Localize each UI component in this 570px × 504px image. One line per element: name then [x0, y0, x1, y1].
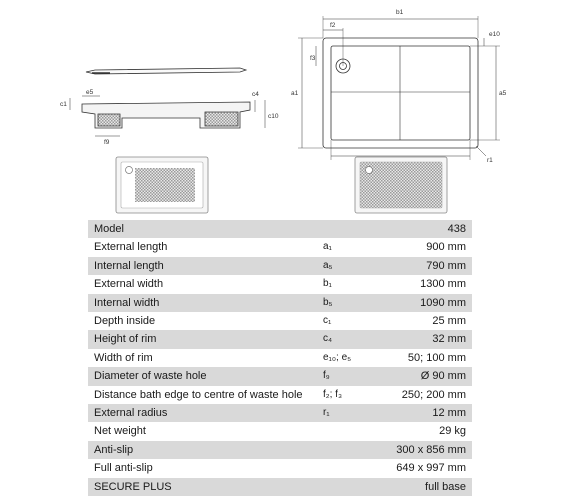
spec-value: 649 x 997 mm: [385, 459, 472, 477]
spec-value: 790 mm: [385, 257, 472, 275]
spec-row: [88, 330, 472, 348]
spec-value: 12 mm: [385, 404, 472, 422]
label-e10: e10: [489, 31, 500, 38]
spec-row: [88, 367, 472, 385]
spec-value: 32 mm: [385, 330, 472, 348]
spec-label: Model: [88, 220, 323, 238]
spec-symbol: f₉: [323, 367, 385, 385]
spec-symbol: c₄: [323, 330, 385, 348]
spec-symbol: r₁: [323, 404, 385, 422]
spec-row: [88, 349, 472, 367]
spec-label: External width: [88, 275, 323, 293]
technical-drawings: [0, 0, 570, 220]
spec-row: [88, 478, 472, 496]
spec-symbol: [323, 478, 385, 496]
specification-table: [88, 220, 472, 496]
spec-value: 50; 100 mm: [385, 349, 472, 367]
spec-label: Net weight: [88, 422, 323, 440]
spec-value: 250; 200 mm: [385, 386, 472, 404]
spec-value: full base: [385, 478, 472, 496]
label-f2: f2: [330, 22, 336, 29]
spec-symbol: b₁: [323, 275, 385, 293]
spec-label: Depth inside: [88, 312, 323, 330]
side-profile-drawing: [86, 68, 246, 74]
spec-row: [88, 220, 472, 238]
spec-value: 900 mm: [385, 238, 472, 256]
label-f3: f3: [310, 55, 316, 62]
anti-slip-thumbnail: [116, 157, 208, 213]
spec-value: 438: [385, 220, 472, 238]
label-e5: e5: [86, 89, 94, 96]
spec-symbol: e₁₀; e₅: [323, 349, 385, 367]
spec-row: [88, 294, 472, 312]
spec-symbol: a₅: [323, 257, 385, 275]
label-r1: r1: [487, 157, 493, 164]
spec-symbol: a₁: [323, 238, 385, 256]
spec-row: [88, 238, 472, 256]
spec-symbol: [323, 422, 385, 440]
spec-symbol: [323, 441, 385, 459]
spec-row: [88, 257, 472, 275]
spec-row: [88, 441, 472, 459]
label-f9: f9: [104, 139, 110, 146]
label-c1: c1: [60, 101, 67, 108]
spec-label: External length: [88, 238, 323, 256]
spec-row: [88, 404, 472, 422]
spec-symbol: c₁: [323, 312, 385, 330]
spec-label: Internal width: [88, 294, 323, 312]
spec-value: Ø 90 mm: [385, 367, 472, 385]
section-view-drawing: [70, 96, 265, 136]
spec-row: [88, 422, 472, 440]
spec-row: [88, 459, 472, 477]
label-a5: a5: [499, 90, 507, 97]
spec-row: [88, 386, 472, 404]
spec-row: [88, 312, 472, 330]
label-a1: a1: [291, 90, 299, 97]
spec-value: 300 x 856 mm: [385, 441, 472, 459]
spec-label: Internal length: [88, 257, 323, 275]
spec-symbol: f₂; f₃: [323, 386, 385, 404]
spec-symbol: [323, 459, 385, 477]
spec-value: 29 kg: [385, 422, 472, 440]
label-b1: b1: [396, 9, 404, 16]
spec-label: SECURE PLUS: [88, 478, 323, 496]
spec-row: [88, 275, 472, 293]
spec-label: Full anti-slip: [88, 459, 323, 477]
spec-label: Width of rim: [88, 349, 323, 367]
spec-label: Distance bath edge to centre of waste hole: [88, 386, 323, 404]
spec-value: 1090 mm: [385, 294, 472, 312]
spec-label: Diameter of waste hole: [88, 367, 323, 385]
top-view-drawing: [298, 16, 500, 160]
full-anti-slip-thumbnail: [355, 157, 447, 213]
spec-value: 25 mm: [385, 312, 472, 330]
label-c4: c4: [252, 91, 259, 98]
spec-label: External radius: [88, 404, 323, 422]
spec-symbol: [323, 220, 385, 238]
spec-label: Anti-slip: [88, 441, 323, 459]
spec-label: Height of rim: [88, 330, 323, 348]
spec-symbol: b₅: [323, 294, 385, 312]
spec-value: 1300 mm: [385, 275, 472, 293]
label-c10: c10: [268, 113, 279, 120]
